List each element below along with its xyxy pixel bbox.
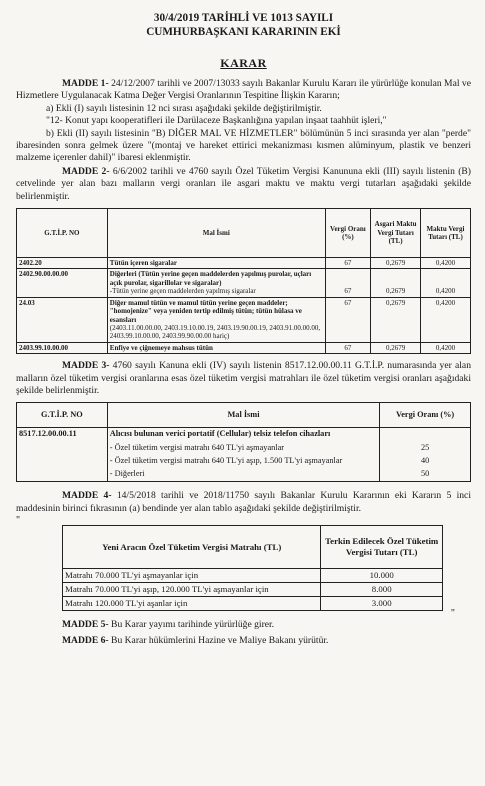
cell-range: Matrahı 70.000 TL'yi aşmayanlar için [63, 569, 321, 583]
madde6-text: Bu Karar hükümlerini Hazine ve Maliye Bakanı yürütür. [108, 634, 329, 646]
cell-range: Matrahı 120.000 TL'yi aşanlar için [63, 597, 321, 611]
table-row [17, 342, 471, 353]
table-otv-vehicle [62, 525, 443, 611]
madde2-label: MADDE 2- [62, 165, 110, 177]
cell-amount: 10.000 [321, 569, 443, 583]
madde2-text: 6/6/2002 tarihli ve 4760 sayılı Özel Tüketim Vergisi Kanununa ekli (III) sayılı listenin (B) cetvelinde yer alan bazı malların vergi oranları ile asgari maktu ve maktu vergi tutarları aşağıdaki şekilde belirlenmiştir. [16, 165, 471, 202]
table-row [17, 269, 471, 297]
madde3-paragraph [16, 360, 471, 397]
col-terkin: Terkin Edilecek Özel Tüketim Vergisi Tutarı (TL) [321, 526, 443, 569]
cell-code: 24.03 [17, 297, 108, 342]
madde6-paragraph [16, 635, 471, 647]
madde1-a: a) Ekli (I) sayılı listesinin 12 nci sırası aşağıdaki şekilde değiştirilmiştir. [46, 102, 322, 114]
table-row [63, 569, 443, 583]
col-vergi-orani: Vergi Oranı (%) [380, 403, 471, 428]
cell-rate: 67 [325, 297, 370, 342]
madde1-quote: "12- Konut yapı kooperatifleri ile Darülaceze Başkanlığına yapılan inşaat taahhüt işleri," [46, 115, 387, 127]
madde4-label: MADDE 4- [62, 490, 112, 502]
cell-name-main: Diğerleri (Tütün yerine geçen maddelerden yapılmış purolar, uçları açık purolar, sigarillolar ve sigaralar) [109, 270, 312, 287]
cell-item: - Diğerleri [109, 469, 145, 479]
open-quote: " [16, 515, 21, 527]
cell-amount: 8.000 [321, 583, 443, 597]
cell-rate: 67 [325, 269, 370, 297]
madde5-text: Bu Karar yayımı tarihinde yürürlüğe girer. [108, 619, 275, 631]
table-header-row [63, 526, 443, 569]
col-gtip: G.T.İ.P. NO [17, 209, 108, 258]
table-otv-tobacco [16, 208, 471, 354]
karar-title: KARAR [220, 56, 267, 70]
cell-name [107, 297, 325, 342]
col-asgari-maktu: Asgari Maktu Vergi Tutarı (TL) [371, 209, 421, 258]
cell-name: Tütün içeren sigaralar [107, 258, 325, 269]
col-matrah: Yeni Aracın Özel Tüketim Vergisi Matrahı (TL) [63, 526, 321, 569]
madde6-label: MADDE 6- [62, 634, 109, 646]
cell-code: 2403.99.10.00.00 [17, 342, 108, 353]
cell-min: 0,2679 [371, 297, 421, 342]
cell-range: Matrahı 70.000 TL'yi aşıp, 120.000 TL'yi aşmayanlar için [63, 583, 321, 597]
col-gtip: G.T.İ.P. NO [17, 403, 108, 428]
table-header-row [17, 403, 471, 428]
cell-min: 0,2679 [371, 342, 421, 353]
col-maktu: Maktu Vergi Tutarı (TL) [421, 209, 471, 258]
madde1-label: MADDE 1- [62, 78, 109, 89]
cell-code: 8517.12.00.00.11 [17, 428, 108, 482]
cell-name-main: Diğer mamul tütün ve mamul tütün yerine geçen maddeler; "homojenize" veya yeniden tertip edilmiş tütün; tütün hülasa ve esansları [109, 298, 302, 324]
table-row [17, 258, 471, 269]
cell-min: 0,2679 [371, 269, 421, 297]
cell-name: Enfiye ve çiğnemeye mahsus tütün [107, 342, 325, 353]
table3-wrapper [16, 525, 471, 620]
madde2-paragraph [16, 166, 471, 203]
table-row [63, 597, 443, 611]
madde1-paragraph [16, 78, 471, 103]
cell-min: 0,2679 [371, 258, 421, 269]
madde5-label: MADDE 5- [62, 619, 109, 631]
cell-rate: 67 [325, 258, 370, 269]
table-row [17, 297, 471, 342]
madde4-text: 14/5/2018 tarihli ve 2018/11750 sayılı Bakanlar Kurulu Kararının eki Kararın 5 inci maddesinin birinci fıkrasının (a) bendinde yer alan tablo aşağıdaki şekilde değiştirilmiştir. [16, 490, 471, 514]
cell-code: 2402.90.00.00.00 [17, 269, 108, 297]
cell-rate: 67 [325, 342, 370, 353]
cell-rate: 25 [420, 443, 430, 453]
cell-rate: 40 [420, 456, 430, 466]
cell-item: - Özel tüketim vergisi matrahı 640 TL'yi aşmayanlar [109, 443, 285, 453]
col-vergi-orani: Vergi Oranı (%) [325, 209, 370, 258]
col-mal-ismi: Mal İsmi [107, 403, 379, 428]
madde5-paragraph [16, 619, 471, 631]
cell-rate: 50 [420, 469, 430, 479]
table-row [17, 428, 471, 482]
cell-fixed: 0,4200 [421, 342, 471, 353]
cell-name-title: Alıcısı bulunan verici portatif (Cellular) telsiz telefon cihazları [109, 429, 331, 439]
madde3-text: 4760 sayılı Kanuna ekli (IV) sayılı listenin 8517.12.00.00.11 G.T.İ.P. numarasında yer alan malların özel tüketim vergisi oranlarına esas özel tüketim vergisi matrahları ile özel tüketim vergisi oranları aşağıdaki şekilde belirlenmiştir. [16, 360, 471, 396]
cell-rates [380, 428, 471, 482]
madde3-label: MADDE 3- [62, 360, 110, 372]
col-mal-ismi: Mal İsmi [107, 209, 325, 258]
table-otv-phones [16, 402, 471, 482]
madde1-b: b) Ekli (II) sayılı listesinin "B) DİĞER MAL VE HİZMETLER" bölümünün 5 inci sırasında yer alan "perde" ibaresinden sonra gelmek üzere "(montaj ve hareket ettirici mekanizması kısmen alüminyum, plastik ve benzeri malzeme içerenler dahil)" ibaresi eklenmiştir. [16, 127, 471, 164]
close-quote: " [450, 608, 455, 620]
cell-amount: 3.000 [321, 597, 443, 611]
header-line1: 30/4/2019 TARİHLİ VE 1013 SAYILI [153, 12, 334, 24]
cell-fixed: 0,4200 [421, 258, 471, 269]
header-line2: CUMHURBAŞKANI KARARININ EKİ [146, 26, 341, 38]
madde4-paragraph [16, 490, 471, 515]
table-header-row [17, 209, 471, 258]
cell-name-sub: (2403.11.00.00.00, 2403.19.10.00.19, 2403.19.90.00.19, 2403.91.00.00.00, 2403.99.10.00.00, 2403.99.90.00.00 hariç) [109, 323, 321, 341]
cell-code: 2402.20 [17, 258, 108, 269]
madde1-text: 24/12/2007 tarihli ve 2007/13033 sayılı Bakanlar Kurulu Kararı ile yürürlüğe konulan Mal ve Hizmetlere Uygulanacak Katma Değer Vergisi Oranlarının Tespitine İlişkin Kararın; [16, 78, 471, 102]
cell-fixed: 0,4200 [421, 269, 471, 297]
cell-item: - Özel tüketim vergisi matrahı 640 TL'yi aşıp, 1.500 TL'yi aşmayanlar [109, 456, 343, 466]
table-row [63, 583, 443, 597]
cell-name-sub: -Tütün yerine geçen maddelerden yapılmış sigaralar [109, 287, 256, 296]
cell-name [107, 428, 379, 482]
cell-name [107, 269, 325, 297]
cell-fixed: 0,4200 [421, 297, 471, 342]
